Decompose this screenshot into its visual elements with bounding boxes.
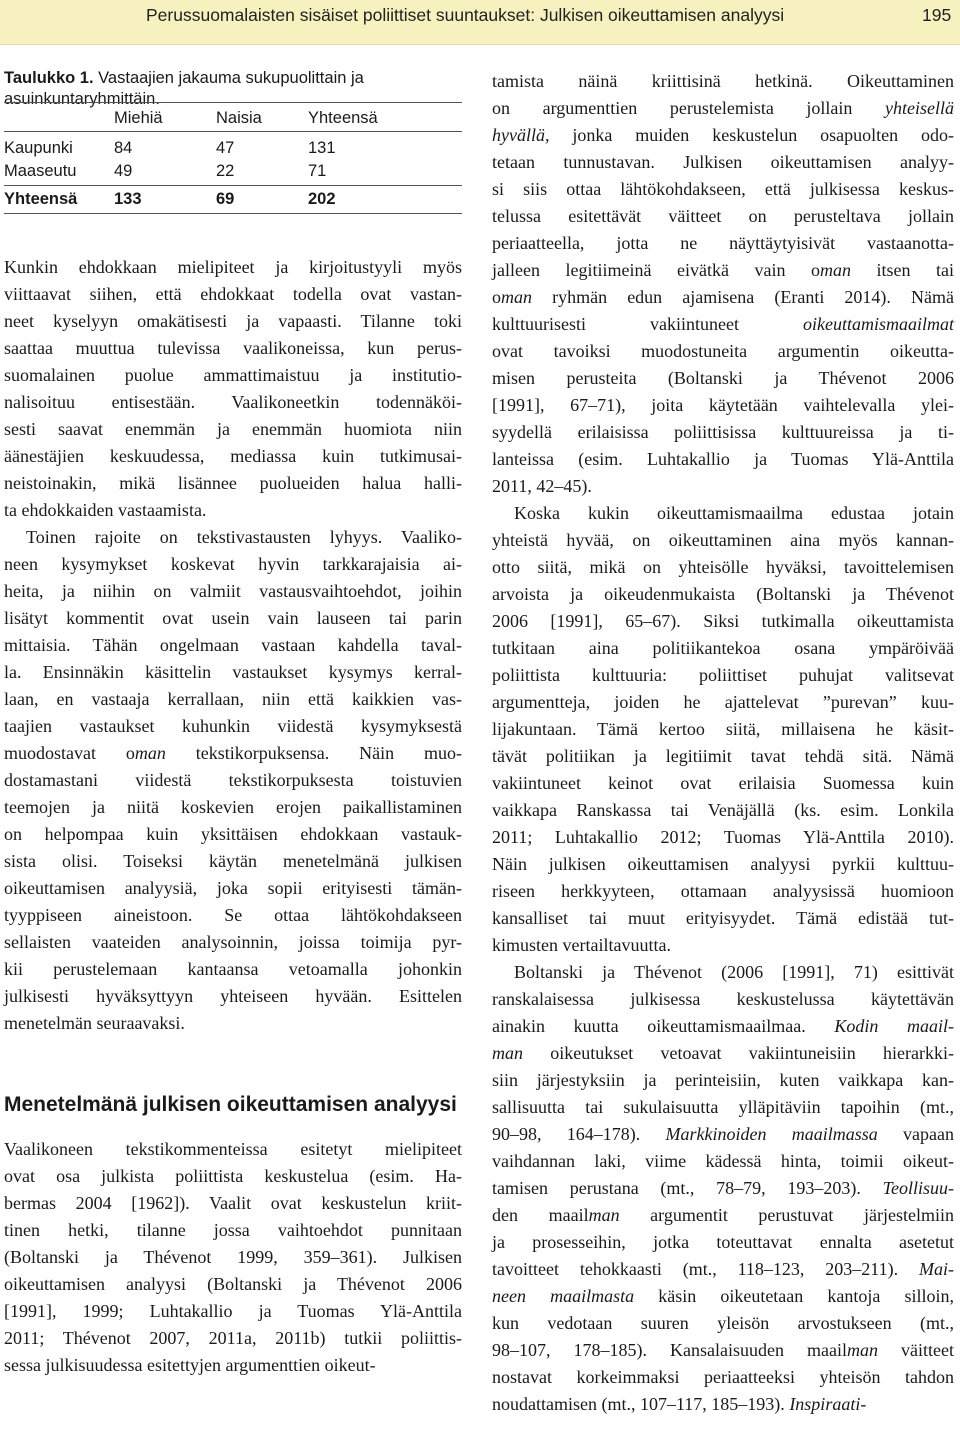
text-line: tamisen perustana (mt., 78–79, 193–203). Teollisuu- [492, 1178, 954, 1198]
text-line: poliittista kulttuuria: poliittiset puhujat valitsevat [492, 665, 954, 685]
text-line: muodostavat oman tekstikorpuksensa. Näin muo- [4, 743, 462, 763]
text-line: Koska kukin oikeuttamismaailma edustaa jotain [514, 503, 954, 523]
text-line: syydellä erilaisissa poliittisissa kulttuureissa ja ti- [492, 422, 954, 442]
text-line: lijakuntaan. Tämä kertoo siitä, millaisena he käsit- [492, 719, 954, 739]
text-line: riseen herkkyyteen, ottamaan analyysissä huomioon [492, 881, 954, 901]
table-cell: 84 [114, 138, 133, 157]
table-caption-line-1 [4, 68, 462, 89]
text-line: 98–107, 178–185). Kansalaisuuden maailman väitteet [492, 1340, 954, 1360]
table-cell: 69 [216, 186, 308, 214]
text-line: neet kyselyyn omakätisesti ja vapaasti. Tilanne toki [4, 311, 462, 331]
italic-term: man [847, 1340, 878, 1360]
text-line: mittaisia. Tähän ongelmaan vastaan kahdella taval- [4, 635, 462, 655]
text-line: misen perusteita (Boltanski ja Thévenot 2006 [492, 368, 954, 388]
text-line: äänestäjien keskuudessa, mediassa kuin tutkimusai- [4, 446, 462, 466]
text-line: periaatteella, jotta ne näyttäytyisivät vastaanotta- [492, 233, 954, 253]
text-line: ovat tavoiksi muodostuneita argumentin oikeutta- [492, 341, 954, 361]
italic-term: Inspiraati- [789, 1394, 867, 1414]
text-line: telussa esitettävät väitteet on perusteltava jollain [492, 206, 954, 226]
text-line: oman ryhmän edun ajamisena (Eranti 2014). Nämä [492, 287, 954, 307]
text-line: kimusten vertailtavuutta. [492, 935, 671, 955]
text-line: 2006 [1991], 65–67). Siksi tutkimalla oikeuttamista [492, 611, 954, 631]
table-cell: 71 [308, 162, 327, 181]
text-line: menetelmän seuraavaksi. [4, 1013, 185, 1033]
text-line: nalisoituu entisestään. Vaalikoneetkin todennäköi- [4, 392, 462, 412]
text-line: vakiintuneet keinot ovat erilaisia Suomessa kuin [492, 773, 954, 793]
text-line: on argumenttien perustelemista jollain yhteisellä [492, 98, 954, 118]
table-cell: Kaupunki [4, 138, 73, 157]
table-cell: 49 [114, 162, 133, 181]
italic-term: Kodin maail- [834, 1016, 954, 1036]
table-row [4, 159, 462, 186]
body-paragraph [492, 68, 954, 500]
text-line: tetaan tunnustavan. Julkisen oikeuttamisen analyy- [492, 152, 954, 172]
italic-term: Teollisuu- [882, 1178, 954, 1198]
table-cell: Yhteensä [4, 186, 114, 214]
text-line: Vaalikoneen tekstikommenteissa esitetyt mielipiteet [4, 1139, 462, 1159]
text-line: (Boltanski ja Thévenot 1999, 359–361). Julkisen [4, 1247, 462, 1267]
text-line: sallisuutta tai sukulaisuutta ylläpitäviin tapoihin (mt., [492, 1097, 954, 1117]
text-line: vaihdannan laki, viime kädessä hinta, toimii oikeut- [492, 1151, 954, 1171]
text-line: tyyppiseen aineistoon. Se ottaa lähtökohdakseen [4, 905, 462, 925]
text-line: arvoista ja oikeudenmukaista (Boltanski ja Thévenot [492, 584, 954, 604]
text-line: sista olisi. Toiseksi käytän menetelmänä julkisen [4, 851, 462, 871]
section-heading: Menetelmänä julkisen oikeuttamisen analyysi [4, 1093, 457, 1116]
text-line: den maailman argumentit perustuvat järjestelmiin [492, 1205, 954, 1225]
text-line: saattaa muuttua tulevissa vaalikoneissa, kun perus- [4, 338, 462, 358]
text-line: suomalainen puolue ammattimaistuu ja institutio- [4, 365, 462, 385]
table-cell: 131 [308, 138, 336, 157]
table-header-cell: Naisia [216, 103, 308, 132]
table-header-cell: Yhteensä [308, 103, 462, 132]
italic-term: hyvällä [492, 125, 545, 145]
italic-term: Mai- [919, 1259, 954, 1279]
text-line: taajien vastaukset kuhunkin viidestä kysymyksestä [4, 716, 462, 736]
text-line: 2011; Thévenot 2007, 2011a, 2011b) tutkii poliittis- [4, 1328, 462, 1348]
text-line: Boltanski ja Thévenot (2006 [1991], 71) esittivät [514, 962, 954, 982]
text-line: tavoitteet tehokkaasti (mt., 118–123, 203–211). Mai- [492, 1259, 954, 1279]
text-line: oikeuttamisen analyysiä, joka sopii erityisesti tämän- [4, 878, 462, 898]
left-column [4, 68, 462, 1379]
italic-term: man [588, 1205, 620, 1225]
table-total-row [4, 186, 462, 214]
text-line: ta ehdokkaiden vastaamista. [4, 500, 207, 520]
text-line: ovat osa julkista poliittista keskustelua (esim. Ha- [4, 1166, 462, 1186]
text-line: 2011; Luhtakallio 2012; Tuomas Ylä-Anttila 2010). [492, 827, 954, 847]
text-line: kii perustelemaan kantaansa vetoamalla johonkin [4, 959, 462, 979]
body-paragraph [4, 254, 462, 524]
text-line: otto siitä, mikä on yhteisölle hyväksi, tavoittelemisen [492, 557, 954, 577]
italic-term: yhteisellä [885, 98, 954, 118]
table-row [4, 132, 462, 159]
text-line: 2011, 42–45). [492, 476, 592, 496]
italic-term: man [134, 743, 166, 763]
text-line: sellaisten vaateiden analysoinnin, joissa toimija pyr- [4, 932, 462, 952]
text-line: siin järjestyksiin ja perinteisiin, kuten vaikkapa kan- [492, 1070, 954, 1090]
text-line: laan, en vastaaja kerrallaan, niin että kaikkien vas- [4, 689, 462, 709]
text-line: Toinen rajoite on tekstivastausten lyhyys. Vaaliko- [26, 527, 462, 547]
text-line: jalleen legitiimeinä eivätkä vain oman itsen tai [492, 260, 954, 280]
text-line: lanteissa (esim. Luhtakallio ja Tuomas Ylä-Anttila [492, 449, 954, 469]
text-line: tinen hetki, tilanne jossa vaihtoehdot punnitaan [4, 1220, 462, 1240]
text-line: ainakin kuutta oikeuttamismaailmaa. Kodin maail- [492, 1016, 954, 1036]
italic-term: neen maailmasta [492, 1286, 635, 1306]
text-line: oikeuttamisen analyysi (Boltanski ja Thévenot 2006 [4, 1274, 462, 1294]
text-line: neistoinakin, mikä lisännee puolueiden halua halli- [4, 473, 462, 493]
table-caption-text: Vastaajien jakauma sukupuolittain ja [93, 69, 364, 87]
text-line: tävät politiikan ja legitiimit tavat tehdä sitä. Nämä [492, 746, 954, 766]
running-title: Perussuomalaisten sisäiset poliittiset suuntaukset: Julkisen oikeuttamisen analyysi [146, 5, 785, 25]
distribution-table [4, 102, 462, 214]
body-paragraph [4, 1136, 462, 1379]
text-line: vaikkapa Ranskassa tai Venäjällä (ks. esim. Lonkila [492, 800, 954, 820]
text-line: tamista näinä kriittisinä hetkinä. Oikeuttaminen [492, 71, 954, 91]
table-caption-label: Taulukko 1. [4, 69, 94, 87]
text-line: on helpompaa kuin yksittäisen ehdokkaan vastauk- [4, 824, 462, 844]
text-line: nostavat korkeimmaksi periaatteeksi yhteisön tahdon [492, 1367, 954, 1387]
text-line: kulttuurisesti vakiintuneet oikeuttamismaailmat [492, 314, 954, 334]
italic-term: man [492, 1043, 523, 1063]
text-line: Kunkin ehdokkaan mielipiteet ja kirjoitustyyli myös [4, 257, 462, 277]
text-line: neen kysymykset koskevat hyvin tarkkarajaisia ai- [4, 554, 462, 574]
text-line: [1991], 1999; Luhtakallio ja Tuomas Ylä-Anttila [4, 1301, 462, 1321]
table-header-cell [4, 103, 114, 132]
body-paragraph [4, 524, 462, 1037]
italic-term: man [819, 260, 851, 280]
text-line: heita, ja niihin on valmiit vastausvaihtoehdot, joihin [4, 581, 462, 601]
table-cell: 202 [308, 186, 462, 214]
table-header-row [4, 103, 462, 132]
text-line: argumentteja, joiden he ajattelevat ”purevan” kuu- [492, 692, 954, 712]
text-line: julkisesti hyväksyttyyn yhteiseen hyvään. Esittelen [4, 986, 462, 1006]
text-line: tutkitaan aina politiikantekoa osana ympäröivää [492, 638, 954, 658]
text-line: si siis ottaa lähtökohdakseen, että julkisessa keskus- [492, 179, 954, 199]
text-line: kansalliset tai muut erityisyydet. Tämä edistää tut- [492, 908, 954, 928]
text-line: teemojen ja niitä koskevien erojen paikallistaminen [4, 797, 462, 817]
text-line: ja prosesseihin, jotka toteuttavat ennalta asetetut [492, 1232, 954, 1252]
text-line: bermas 2004 [1962]). Vaalit ovat keskustelun kriit- [4, 1193, 462, 1213]
text-line: neen maailmasta käsin oikeutetaan kantoja silloin, [492, 1286, 955, 1306]
text-line: man oikeutukset vetoavat vakiintuneisiin hierarkki- [492, 1043, 954, 1063]
text-line: dostamastani viidestä tekstikorpuksesta toistuvien [4, 770, 462, 790]
table-cell: Maaseutu [4, 162, 77, 181]
italic-term: oikeuttamismaailmat [803, 314, 954, 334]
text-line: ranskalaisessa julkisessa keskustelussa käytettävän [492, 989, 954, 1009]
body-paragraph [492, 500, 954, 959]
italic-term: Markkinoiden maailmassa [665, 1124, 878, 1144]
table-cell: 22 [216, 162, 235, 181]
page-number: 195 [922, 5, 952, 25]
body-paragraph [492, 959, 954, 1418]
text-line: lisätyt kommentit ovat usein vain lauseen tai parin [4, 608, 462, 628]
table-cell: 133 [114, 186, 216, 214]
text-line: 90–98, 164–178). Markkinoiden maailmassa vapaan [492, 1124, 955, 1144]
text-line: noudattamisen (mt., 107–117, 185–193). Inspiraati- [492, 1394, 867, 1414]
text-line: la. Ensinnäkin käsittelin vastaukset kysymys kerral- [4, 662, 462, 682]
table-caption-line-2: asuinkuntaryhmittäin. [4, 90, 160, 108]
text-line: sesti saavat enemmän ja enemmän huomiota niin [4, 419, 462, 439]
text-line: kun vedotaan suuren yleisön arvostukseen (mt., [492, 1313, 954, 1333]
running-header [0, 0, 960, 45]
table-cell: 47 [216, 138, 235, 157]
text-line: yhteistä hyvää, on oikeuttaminen aina myös kannan- [492, 530, 954, 550]
italic-term: man [501, 287, 532, 307]
text-line: viittaavat siihen, että ehdokkaat todella ovat vastan- [4, 284, 462, 304]
table-header-cell: Miehiä [114, 103, 216, 132]
text-line: [1991], 67–71), joita käytetään vaihtelevalla ylei- [492, 395, 954, 415]
text-line: sessa julkisuudessa esitettyjen argumenttien oikeut- [4, 1355, 376, 1375]
text-line: Näin julkisen oikeuttamisen analyysi pyrkii kulttuu- [492, 854, 954, 874]
text-line: hyvällä, jonka muiden keskustelun osapuolten odo- [492, 125, 954, 145]
right-column [492, 68, 954, 1418]
